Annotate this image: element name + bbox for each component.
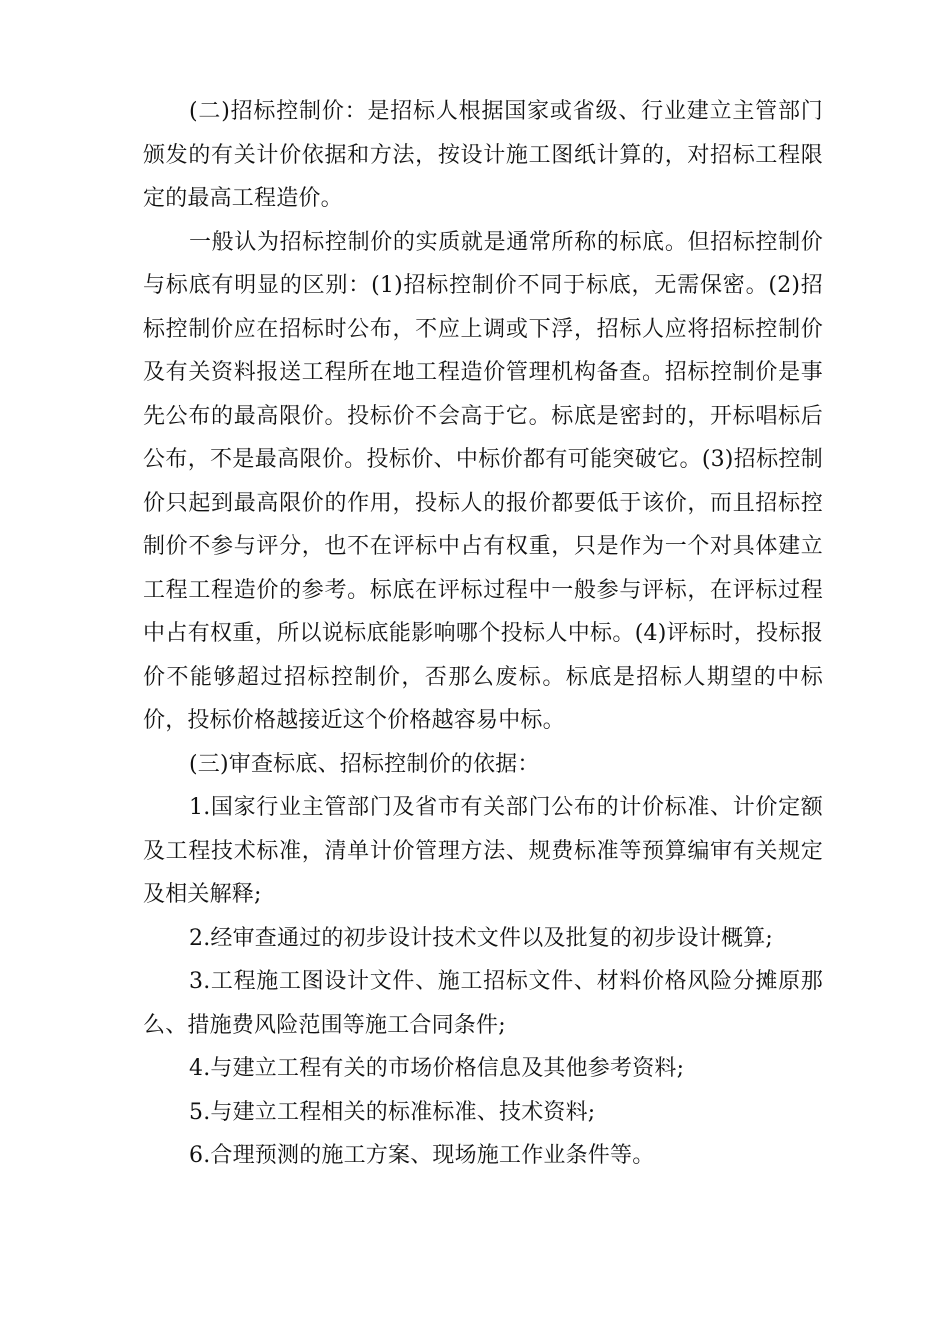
list-item-basis-2: 2.经审查通过的初步设计技术文件以及批复的初步设计概算; xyxy=(189,925,774,951)
list-item-basis-4: 4.与建立工程有关的市场价格信息及其他参考资料; xyxy=(189,1056,685,1081)
paragraph-review-basis-heading: (三)审查标底、招标控制价的依据： xyxy=(189,751,540,777)
paragraph-control-price-vs-base-price: 一般认为招标控制价的实质就是通常所称的标底。但招标控制价与标底有明显的区别：(1)招标控制价不同于标底，无需保密。(2)招标控制价应在招标时公布，不应上调或下浮，招标人应将招标控制价及有关资料报送工程所在地工程造价管理机构备查。招标控制价是事先公布的最高限价。投标价不会高于它。标底是密封的，开标唱标后公布，不是最高限价。投标价、中标价都有可能突破它。(3)招标控制价只起到最高限价的作用，投标人的报价都要低于该价，而且招标控制价不参与评分，也不在评标中占有权重，只是作为一个对具体建立工程工程造价的参考。标底在评标过程中一般参与评标，在评标过程中占有权重，所以说标底能影响哪个投标人中标。(4)评标时，投标报价不能够超过招标控制价，否那么废标。标底是招标人期望的中标价，投标价格越接近这个价格越容易中标。 xyxy=(143,229,823,733)
list-item-basis-3: 3.工程施工图设计文件、施工招标文件、材料价格风险分摊原那么、措施费风险范围等施工合同条件; xyxy=(143,969,823,1038)
document-body xyxy=(143,90,823,1178)
list-item-basis-6: 6.合理预测的施工方案、现场施工作业条件等。 xyxy=(189,1143,655,1168)
paragraph-bid-control-price-definition: (二)招标控制价：是招标人根据国家或省级、行业建立主管部门颁发的有关计价依据和方法，按设计施工图纸计算的，对招标工程限定的最高工程造价。 xyxy=(143,99,823,211)
list-item-basis-5: 5.与建立工程相关的标准标准、技术资料; xyxy=(189,1099,596,1125)
list-item-basis-1: 1.国家行业主管部门及省市有关部门公布的计价标准、计价定额及工程技术标准，清单计价管理方法、规费标准等预算编审有关规定及相关解释; xyxy=(143,795,823,907)
